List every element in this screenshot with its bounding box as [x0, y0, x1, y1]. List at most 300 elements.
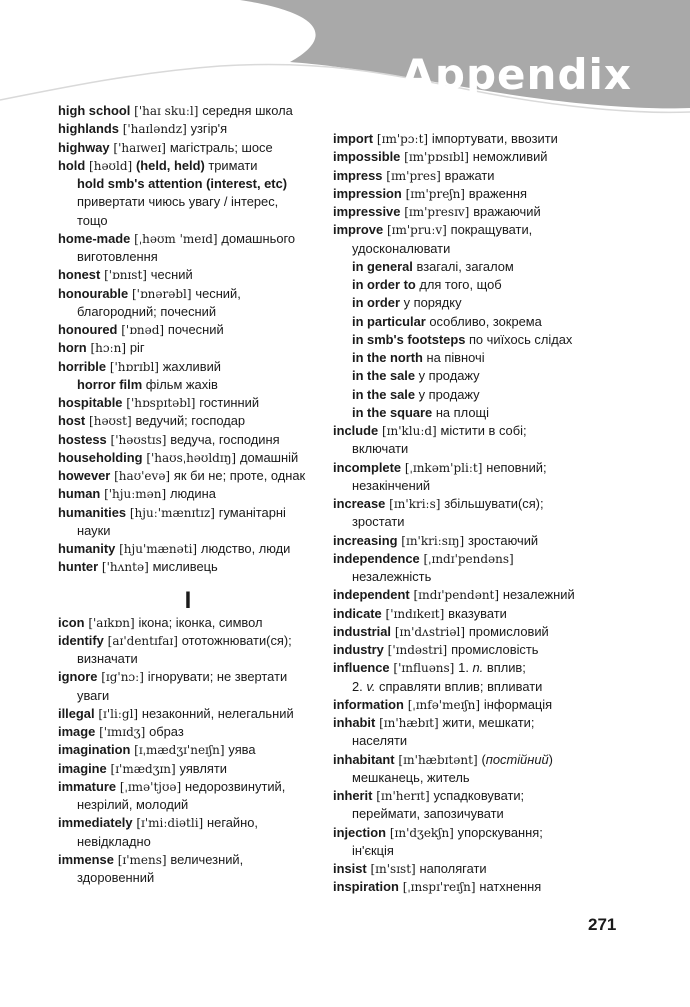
dictionary-entry	[58, 394, 318, 412]
transcription: [ˌɪmə'tjʊə]	[116, 779, 186, 794]
entry-line	[333, 714, 633, 732]
dictionary-entry	[333, 787, 633, 824]
translation: ікона; іконка, символ	[138, 614, 263, 630]
translation: удосконалювати	[352, 240, 451, 256]
headword: householding	[58, 449, 143, 465]
translation: невідкладно	[77, 833, 151, 849]
transcription: [hju'mænəti]	[115, 542, 201, 556]
dictionary-entry	[58, 851, 318, 888]
translation: уявляти	[179, 760, 227, 776]
transcription: [aɪ'dentɪfaɪ]	[103, 633, 182, 648]
headword: increase	[333, 496, 386, 511]
dictionary-entry	[58, 339, 318, 357]
translation: недорозвинутий,	[185, 778, 286, 794]
transcription: [ɪn'dʒekʃn]	[386, 825, 458, 840]
headword: ignore	[58, 669, 98, 685]
entry-line	[333, 513, 633, 531]
entry-line	[333, 751, 633, 769]
translation: вражати	[444, 167, 495, 183]
dictionary-entry	[333, 550, 633, 587]
entry-line	[333, 258, 633, 276]
dictionary-entry	[58, 705, 318, 723]
entry-line	[333, 550, 633, 568]
entry-line	[58, 358, 318, 376]
entry-line	[333, 185, 633, 203]
dictionary-entry	[58, 266, 318, 284]
dictionary-entry	[333, 422, 633, 459]
dictionary-entry	[333, 185, 633, 203]
transcription: [ɪndɪ'pendənt]	[409, 588, 503, 603]
transcription: ['həʊstɪs]	[106, 432, 171, 447]
translation: ін'єкція	[352, 842, 394, 858]
translation: наполягати	[419, 861, 487, 876]
entry-line	[58, 668, 318, 686]
transcription: ['ɪmɪdʒ]	[95, 725, 150, 739]
entry-line	[333, 824, 633, 842]
headword: hold	[58, 157, 86, 173]
entry-line	[58, 540, 318, 558]
translation: ототожнювати(ся);	[181, 632, 292, 648]
entry-line	[333, 696, 633, 714]
transcription: [həʊld]	[85, 158, 137, 173]
entry-line	[333, 459, 633, 477]
headword: independent	[333, 587, 410, 603]
entry-line	[58, 285, 318, 303]
transcription: ['ɪnfluəns]	[389, 661, 459, 676]
headword: in particular	[352, 313, 426, 329]
translation: незакінчений	[352, 477, 431, 493]
dictionary-entry	[58, 376, 318, 394]
entry-line	[58, 614, 318, 632]
dictionary-entry	[58, 741, 318, 759]
dictionary-entry	[58, 778, 318, 815]
headword: industrial	[333, 623, 392, 639]
headword: identify	[58, 632, 104, 648]
entry-line	[333, 276, 633, 294]
headword: impressive	[333, 204, 401, 219]
entry-line	[58, 650, 318, 668]
headword: indicate	[333, 605, 382, 621]
translation: незалежність	[352, 569, 432, 584]
transcription: [hjuː'mænɪtɪz]	[126, 505, 219, 520]
translation: промисловий	[468, 623, 549, 639]
entry-line	[333, 623, 633, 641]
transcription: [ɪm'pɒsɪbl]	[400, 150, 473, 165]
translation: уява	[228, 742, 256, 758]
entry-line	[58, 558, 318, 576]
headword: host	[58, 413, 86, 429]
headword: (held, held)	[136, 157, 205, 173]
dictionary-entry	[333, 221, 633, 258]
headword: injection	[333, 824, 386, 840]
translation: уваги	[77, 687, 110, 703]
translation: благородний; почесний	[77, 303, 217, 319]
translation: успадковувати;	[433, 788, 525, 803]
headword: impossible	[333, 149, 401, 165]
entry-line	[58, 193, 318, 211]
headword: icon	[58, 614, 85, 630]
transcription: [ɪn'kriːs]	[385, 497, 445, 511]
dictionary-entry	[333, 313, 633, 331]
transcription: ['aɪkɒn]	[84, 615, 139, 630]
headword: increasing	[333, 532, 398, 548]
headword: in the north	[352, 350, 423, 365]
dictionary-entry	[333, 167, 633, 185]
headword: however	[58, 468, 111, 483]
entry-line	[58, 723, 318, 741]
dictionary-entry	[333, 878, 633, 896]
transcription: [ɪm'pres]	[382, 168, 445, 183]
entry-line	[58, 632, 318, 650]
entry-line	[333, 477, 633, 495]
translation: виготовлення	[77, 249, 158, 264]
transcription: ['ɪndɪkeɪt]	[381, 606, 449, 621]
entry-line	[58, 139, 318, 157]
translation: у продажу	[415, 368, 480, 384]
translation: неможливий	[472, 149, 548, 165]
entry-line	[58, 266, 318, 284]
entry-line	[58, 869, 318, 887]
headword: import	[333, 131, 374, 146]
translation: людина	[170, 486, 216, 502]
entry-line	[333, 495, 633, 513]
entry-line	[333, 860, 633, 878]
entry-line	[58, 175, 318, 193]
translation: мешканець, житель	[352, 769, 470, 785]
dictionary-entry	[58, 504, 318, 541]
entry-line	[333, 130, 633, 148]
translation: привертати чиюсь увагу / інтерес,	[77, 194, 279, 210]
grammar-label: постійний	[485, 751, 549, 767]
transcription: ['hɒrɪbl]	[106, 359, 163, 374]
entry-line	[58, 705, 318, 723]
entry-line	[333, 349, 633, 367]
dictionary-entry	[333, 331, 633, 349]
dictionary-entry	[333, 659, 633, 696]
grammar-label: v.	[366, 678, 376, 694]
left-column	[58, 102, 318, 887]
translation: по чиїхось слідах	[465, 331, 573, 347]
entry-line	[58, 485, 318, 503]
headword: in order to	[352, 277, 416, 292]
headword: high school	[58, 103, 131, 118]
translation: жити, мешкати;	[442, 715, 535, 730]
section-letter: I	[184, 586, 192, 614]
dictionary-entry	[333, 714, 633, 751]
translation: на півночі	[422, 350, 485, 365]
dictionary-entry	[58, 120, 318, 138]
dictionary-entry	[333, 860, 633, 878]
headword: incomplete	[333, 459, 402, 475]
headword: humanities	[58, 504, 127, 520]
headword: inspiration	[333, 879, 399, 895]
entry-line	[58, 687, 318, 705]
transcription: [ˌɪndɪ'pendəns]	[419, 551, 514, 566]
dictionary-entry	[333, 641, 633, 659]
dictionary-entry	[333, 148, 633, 166]
translation: включати	[352, 441, 409, 457]
entry-line	[58, 412, 318, 430]
headword: horrible	[58, 358, 106, 374]
translation: у порядку	[400, 295, 462, 311]
entry-line	[333, 367, 633, 385]
translation: збільшувати(ся);	[444, 496, 544, 511]
headword: honoured	[58, 322, 118, 337]
headword: immense	[58, 851, 114, 867]
transcription: [ɪn'hæbɪtənt]	[394, 752, 482, 767]
entry-line	[333, 842, 633, 860]
headword: home-made	[58, 230, 131, 246]
dictionary-entry	[58, 540, 318, 558]
translation: у продажу	[415, 386, 480, 402]
transcription: [hɔːn]	[86, 341, 130, 356]
entry-line	[58, 157, 318, 175]
dictionary-entry	[333, 386, 633, 404]
headword: independence	[333, 550, 420, 566]
headword: hostess	[58, 431, 107, 447]
translation: науки	[77, 522, 111, 538]
dictionary-entry	[58, 157, 318, 175]
dictionary-entry	[58, 614, 318, 632]
entry-line	[333, 586, 633, 604]
translation: незаконний, нелегальний	[141, 705, 294, 721]
transcription: ['haʊsˌhəʊldɪŋ]	[142, 450, 240, 465]
entry-line	[58, 504, 318, 522]
dictionary-entry	[333, 459, 633, 496]
translation: здоровенний	[77, 870, 155, 885]
entry-line	[333, 313, 633, 331]
entry-line	[58, 321, 318, 339]
entry-line	[58, 851, 318, 869]
dictionary-entry	[333, 258, 633, 276]
headword: immediately	[58, 815, 133, 831]
translation: упорскування;	[457, 824, 543, 840]
headword: information	[333, 696, 404, 712]
dictionary-entry	[58, 467, 318, 485]
translation: ведучий; господар	[135, 413, 246, 429]
translation: середня школа	[202, 103, 293, 118]
entry-line	[333, 440, 633, 458]
transcription: ['hjuːmən]	[100, 487, 170, 502]
entry-line	[58, 376, 318, 394]
transcription: [ɪ'miːdiətli]	[132, 816, 208, 831]
translation: визначати	[77, 651, 138, 666]
dictionary-entry	[333, 605, 633, 623]
page-title: Appendix	[401, 50, 632, 99]
transcription: [haʊ'evə]	[110, 469, 174, 483]
grammar-label: n.	[472, 660, 484, 676]
headword: honourable	[58, 285, 129, 301]
translation: чесний,	[195, 285, 241, 301]
translation: вказувати	[448, 605, 507, 621]
transcription: [ɪn'hæbɪt]	[375, 716, 443, 730]
transcription: [ɪn'kriːsɪŋ]	[397, 533, 468, 548]
headword: highway	[58, 139, 110, 155]
translation: негайно,	[207, 815, 258, 831]
entry-line	[333, 532, 633, 550]
entry-line	[333, 732, 633, 750]
translation: домашній	[239, 449, 299, 465]
translation: на площі	[432, 404, 489, 420]
dictionary-entry	[58, 632, 318, 669]
dictionary-entry	[333, 203, 633, 221]
headword: inhabitant	[333, 751, 395, 767]
dictionary-entry	[58, 723, 318, 741]
dictionary-entry	[58, 102, 318, 120]
dictionary-entry	[58, 668, 318, 705]
dictionary-entry	[58, 139, 318, 157]
headword: hospitable	[58, 395, 123, 410]
page-number: 271	[588, 915, 617, 934]
translation: гуманітарні	[218, 504, 286, 520]
translation: домашнього	[221, 230, 296, 246]
entry-line	[58, 778, 318, 796]
dictionary-entry	[333, 696, 633, 714]
translation: образ	[149, 724, 184, 739]
translation: 2.	[352, 678, 367, 694]
translation: величезний,	[170, 851, 244, 867]
translation: промисловість	[451, 642, 539, 657]
dictionary-entry	[333, 586, 633, 604]
dictionary-entry	[58, 321, 318, 339]
translation: вплив;	[483, 660, 526, 676]
translation: )	[548, 751, 553, 767]
headword: impression	[333, 185, 402, 201]
right-column	[333, 130, 633, 897]
translation: тощо	[77, 212, 108, 228]
entry-line	[58, 522, 318, 540]
translation: особливо, зокрема	[425, 313, 542, 329]
dictionary-entry	[58, 285, 318, 322]
headword: industry	[333, 642, 384, 657]
transcription: [ˌɪnfə'meɪʃn]	[403, 697, 484, 712]
translation: зростаючий	[467, 532, 539, 548]
entry-line	[333, 148, 633, 166]
transcription: [ɪm'pruːv]	[383, 223, 451, 238]
translation: для того, щоб	[415, 277, 502, 292]
translation: чесний	[150, 267, 193, 283]
entry-line	[333, 678, 633, 696]
translation: ведуча, господиня	[170, 431, 280, 447]
transcription: [həʊst]	[85, 414, 136, 429]
transcription: [ˌɪnkəm'pliːt]	[401, 460, 487, 475]
headword: hunter	[58, 559, 99, 575]
headword: human	[58, 486, 101, 502]
transcription: ['ɒnɪst]	[100, 268, 151, 283]
dictionary-entry	[333, 824, 633, 861]
headword: imagine	[58, 760, 107, 776]
translation: (	[481, 751, 486, 767]
transcription: [ɪn'herɪt]	[372, 789, 434, 803]
translation: жахливий	[162, 358, 222, 374]
entry-line	[333, 605, 633, 623]
headword: in the sale	[352, 386, 416, 402]
dictionary-entry	[58, 558, 318, 576]
transcription: [ˌhəʊm 'meɪd]	[130, 231, 222, 246]
entry-line	[333, 167, 633, 185]
dictionary-entry	[58, 485, 318, 503]
entry-line	[58, 248, 318, 266]
transcription: [ɪˌmædʒɪ'neɪʃn]	[130, 743, 229, 758]
transcription: [ˌɪnspɪ'reɪʃn]	[398, 880, 480, 895]
translation: гостинний	[199, 395, 260, 410]
translation: переймати, запозичувати	[352, 806, 504, 822]
entry-line	[333, 331, 633, 349]
translation: ріг	[129, 340, 145, 356]
headword: highlands	[58, 121, 119, 137]
dictionary-entry	[333, 130, 633, 148]
translation: людство, люди	[200, 541, 291, 556]
dictionary-entry	[58, 412, 318, 430]
entry-line	[58, 467, 318, 485]
entry-line	[58, 120, 318, 138]
translation: зростати	[352, 514, 405, 530]
entry-line	[58, 431, 318, 449]
transcription: ['hɒspɪtəbl]	[122, 396, 200, 410]
transcription: ['ɒnərəbl]	[128, 286, 196, 301]
entry-line	[58, 102, 318, 120]
dictionary-entry	[333, 623, 633, 641]
translation: 1.	[458, 660, 473, 676]
entry-line	[333, 386, 633, 404]
translation: неповний;	[486, 459, 547, 475]
translation: як би не; проте, однак	[173, 468, 306, 483]
translation: почесний	[167, 322, 224, 337]
entry-line	[58, 814, 318, 832]
translation: взагалі, загалом	[412, 258, 514, 274]
translation: узгір'я	[190, 121, 228, 137]
translation: інформація	[483, 696, 553, 712]
dictionary-entry	[333, 349, 633, 367]
transcription: [ɪ'mædʒɪn]	[106, 761, 180, 776]
headword: in order	[352, 295, 400, 311]
transcription: [ɪm'preʃn]	[401, 186, 469, 201]
translation: справляти вплив; впливати	[375, 678, 543, 694]
translation: населяти	[352, 733, 408, 749]
entry-line	[333, 203, 633, 221]
translation: містити в собі;	[440, 423, 527, 438]
entry-line	[333, 568, 633, 586]
dictionary-entry	[58, 760, 318, 778]
entry-line	[333, 641, 633, 659]
entry-line	[58, 212, 318, 230]
headword: in the sale	[352, 368, 416, 384]
headword: illegal	[58, 705, 95, 721]
headword: in the square	[352, 404, 433, 420]
dictionary-entry	[333, 294, 633, 312]
transcription: [ɪ'mens]	[113, 852, 171, 867]
transcription: [ɪn'kluːd]	[378, 424, 441, 438]
translation: незрілий, молодий	[77, 797, 189, 812]
dictionary-entry	[58, 431, 318, 449]
translation: магістраль; шосе	[169, 139, 273, 155]
entry-line	[333, 787, 633, 805]
headword: impress	[333, 167, 383, 183]
headword: insist	[333, 861, 367, 876]
transcription: [ɪm'presɪv]	[400, 205, 474, 219]
headword: improve	[333, 222, 384, 238]
headword: horror film	[77, 376, 143, 392]
dictionary-entry	[58, 230, 318, 267]
entry-line	[333, 805, 633, 823]
transcription: [ɪn'sɪst]	[366, 862, 420, 876]
transcription: [ɪg'nɔː]	[97, 670, 148, 685]
dictionary-entry	[333, 495, 633, 532]
translation: покращувати,	[450, 222, 533, 238]
transcription: ['ɒnəd]	[117, 323, 168, 337]
entry-line	[333, 294, 633, 312]
entry-line	[58, 833, 318, 851]
